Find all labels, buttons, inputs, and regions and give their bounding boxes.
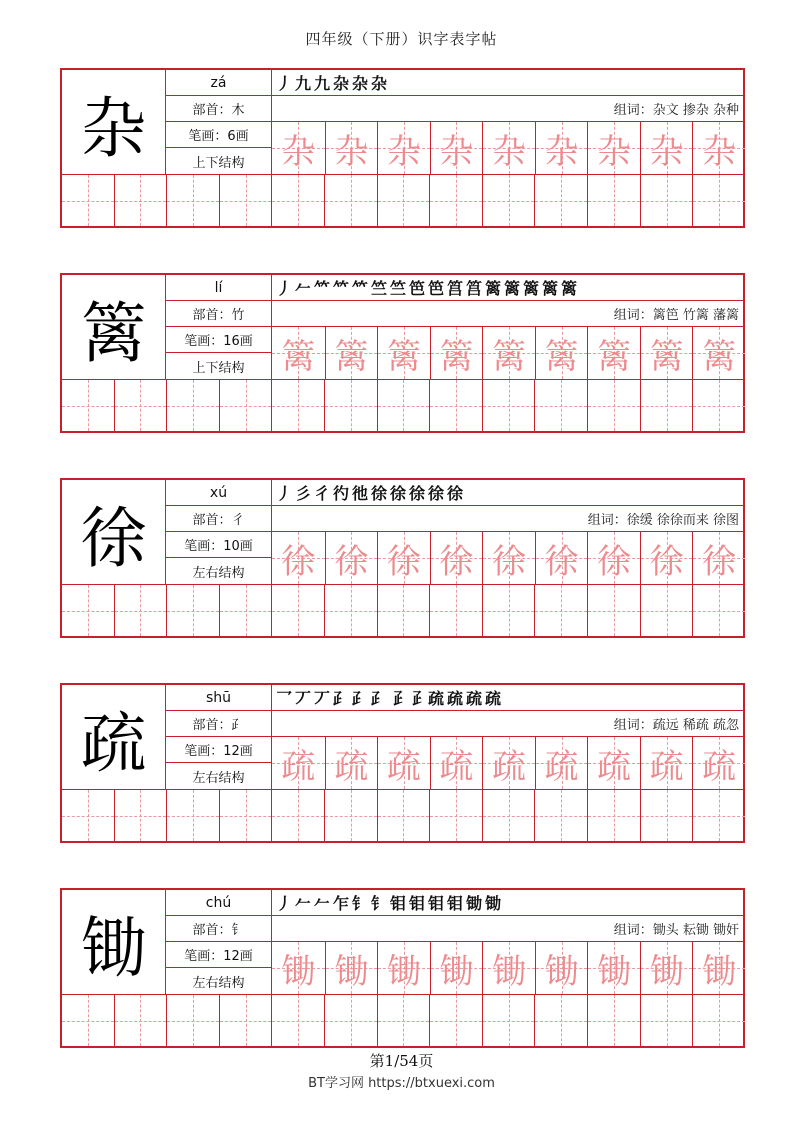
practice-cell[interactable] (62, 585, 114, 636)
trace-row (272, 532, 745, 585)
trace-char: 篱 (597, 336, 632, 377)
practice-cell[interactable] (482, 175, 535, 226)
site-watermark: BT学习网 https://btxuexi.com (308, 1076, 495, 1091)
practice-cell[interactable] (692, 790, 745, 841)
main-character: 篱 (62, 275, 166, 380)
practice-cell[interactable] (219, 585, 272, 636)
practice-cell[interactable] (166, 585, 219, 636)
structure: 左右结构 (166, 968, 272, 995)
trace-char: 锄 (702, 951, 737, 992)
practice-cell[interactable] (219, 175, 272, 226)
stroke-count-cell (166, 122, 272, 148)
trace-cell (640, 327, 693, 379)
radical-cell (166, 301, 272, 327)
words-value: 疏远 稀疏 疏忽 (652, 718, 739, 733)
words-label: 组词： (613, 923, 653, 938)
stroke-order: 丿九九杂杂杂 (272, 70, 745, 96)
trace-cell (325, 532, 378, 584)
practice-cell[interactable] (377, 995, 430, 1046)
radical-cell (166, 711, 272, 737)
stroke-count-value: 16画 (223, 334, 253, 349)
main-character: 疏 (62, 685, 166, 790)
trace-char: 疏 (649, 746, 684, 787)
trace-cell (325, 942, 378, 994)
practice-cell[interactable] (640, 995, 693, 1046)
practice-cell[interactable] (219, 790, 272, 841)
practice-cell[interactable] (534, 790, 587, 841)
structure: 上下结构 (166, 148, 272, 175)
practice-cell[interactable] (429, 585, 482, 636)
radical-value: 竹 (231, 308, 245, 323)
stroke-count-value: 12画 (223, 744, 253, 759)
trace-cell (430, 532, 483, 584)
stroke-count-value: 12画 (223, 949, 253, 964)
practice-cell[interactable] (482, 995, 535, 1046)
trace-char: 徐 (281, 541, 316, 582)
practice-cell[interactable] (587, 175, 640, 226)
page-title: 四年级（下册）识字表字帖 (305, 30, 498, 48)
stroke-count-cell (166, 532, 272, 558)
trace-char: 徐 (439, 541, 474, 582)
radical-label: 部首： (192, 718, 232, 733)
trace-char: 篱 (386, 336, 421, 377)
trace-cell (377, 942, 430, 994)
words-label: 组词： (613, 308, 653, 323)
practice-cell[interactable] (166, 995, 219, 1046)
trace-char: 杂 (281, 131, 316, 172)
practice-cell[interactable] (534, 585, 587, 636)
trace-char: 杂 (439, 131, 474, 172)
stroke-count-label: 笔画： (184, 539, 224, 554)
practice-cell[interactable] (482, 790, 535, 841)
words-label: 组词： (587, 513, 627, 528)
practice-cell[interactable] (587, 380, 640, 431)
trace-char: 篱 (491, 336, 526, 377)
words-label: 组词： (613, 103, 653, 118)
trace-char: 徐 (544, 541, 579, 582)
trace-cell (692, 532, 745, 584)
trace-cell (325, 327, 378, 379)
trace-cell (377, 532, 430, 584)
practice-cell[interactable] (114, 790, 167, 841)
trace-cell (535, 737, 588, 789)
trace-cell (272, 122, 325, 174)
trace-cell (535, 122, 588, 174)
practice-cell[interactable] (377, 790, 430, 841)
radical-value: 彳 (231, 513, 245, 528)
practice-cell[interactable] (62, 790, 114, 841)
practice-cell[interactable] (429, 995, 482, 1046)
practice-cell[interactable] (692, 585, 745, 636)
trace-char: 篱 (649, 336, 684, 377)
trace-char: 杂 (649, 131, 684, 172)
word-examples (272, 916, 745, 942)
radical-cell (166, 506, 272, 532)
practice-cell[interactable] (271, 585, 324, 636)
trace-char: 锄 (649, 951, 684, 992)
practice-cell[interactable] (324, 995, 377, 1046)
trace-char: 锄 (334, 951, 369, 992)
trace-char: 疏 (281, 746, 316, 787)
practice-cell[interactable] (640, 790, 693, 841)
char-info (166, 480, 272, 585)
practice-cell[interactable] (324, 175, 377, 226)
main-character: 锄 (62, 890, 166, 995)
practice-cell[interactable] (62, 380, 114, 431)
trace-char: 杂 (491, 131, 526, 172)
practice-cell[interactable] (62, 175, 114, 226)
trace-cell (482, 122, 535, 174)
practice-cell[interactable] (219, 380, 272, 431)
char-info (166, 70, 272, 175)
trace-cell (640, 737, 693, 789)
trace-cell (377, 737, 430, 789)
trace-cell (535, 327, 588, 379)
practice-cell[interactable] (271, 175, 324, 226)
trace-cell (272, 327, 325, 379)
trace-char: 锄 (597, 951, 632, 992)
practice-cell[interactable] (640, 585, 693, 636)
trace-cell (325, 737, 378, 789)
trace-cell (640, 532, 693, 584)
radical-label: 部首： (192, 308, 232, 323)
trace-char: 篱 (702, 336, 737, 377)
trace-row (272, 942, 745, 995)
trace-cell (587, 327, 640, 379)
pinyin: zá (166, 70, 272, 96)
word-examples (272, 711, 745, 737)
stroke-count-label: 笔画： (188, 129, 228, 144)
trace-char: 疏 (544, 746, 579, 787)
practice-cell[interactable] (640, 380, 693, 431)
radical-cell (166, 916, 272, 942)
practice-cell[interactable] (271, 995, 324, 1046)
practice-row (62, 995, 745, 1046)
radical-value: 钅 (231, 923, 245, 938)
practice-cell[interactable] (377, 380, 430, 431)
practice-cell[interactable] (534, 995, 587, 1046)
trace-char: 徐 (597, 541, 632, 582)
trace-char: 杂 (386, 131, 421, 172)
stroke-count-value: 10画 (223, 539, 253, 554)
trace-char: 锄 (491, 951, 526, 992)
stroke-order: 乛丆丆⺪⺪⺪𤴔𤴔疏疏疏疏 (272, 685, 745, 711)
stroke-count-label: 笔画： (184, 949, 224, 964)
radical-label: 部首： (192, 923, 232, 938)
practice-row (62, 380, 745, 431)
trace-cell (587, 532, 640, 584)
practice-cell[interactable] (324, 585, 377, 636)
page-number: 第1/54页 (369, 1052, 434, 1070)
trace-char: 疏 (597, 746, 632, 787)
trace-cell (430, 737, 483, 789)
practice-cell[interactable] (219, 995, 272, 1046)
stroke-count-cell (166, 737, 272, 763)
words-value: 锄头 耘锄 锄奸 (652, 923, 739, 938)
practice-row (62, 585, 745, 636)
char-card (60, 273, 745, 433)
trace-cell (535, 942, 588, 994)
practice-row (62, 790, 745, 841)
structure: 上下结构 (166, 353, 272, 380)
radical-label: 部首： (192, 103, 232, 118)
practice-cell[interactable] (377, 585, 430, 636)
pinyin: chú (166, 890, 272, 916)
trace-char: 锄 (281, 951, 316, 992)
practice-cell[interactable] (640, 175, 693, 226)
trace-cell (482, 737, 535, 789)
trace-cell (640, 942, 693, 994)
trace-cell (430, 942, 483, 994)
trace-cell (587, 737, 640, 789)
words-value: 杂文 掺杂 杂种 (652, 103, 739, 118)
trace-cell (482, 532, 535, 584)
trace-row (272, 737, 745, 790)
practice-cell[interactable] (114, 175, 167, 226)
practice-cell[interactable] (271, 790, 324, 841)
trace-cell (692, 327, 745, 379)
trace-char: 锄 (386, 951, 421, 992)
main-character: 徐 (62, 480, 166, 585)
practice-cell[interactable] (587, 790, 640, 841)
structure: 左右结构 (166, 558, 272, 585)
practice-cell[interactable] (166, 790, 219, 841)
radical-label: 部首： (192, 513, 232, 528)
stroke-count-value: 6画 (227, 129, 249, 144)
practice-row (62, 175, 745, 226)
radical-value: 木 (231, 103, 245, 118)
trace-row (272, 327, 745, 380)
trace-char: 杂 (544, 131, 579, 172)
trace-char: 徐 (649, 541, 684, 582)
main-character: 杂 (62, 70, 166, 175)
trace-char: 杂 (702, 131, 737, 172)
practice-cell[interactable] (534, 380, 587, 431)
trace-cell (482, 942, 535, 994)
trace-cell (272, 942, 325, 994)
trace-row (272, 122, 745, 175)
practice-cell[interactable] (534, 175, 587, 226)
word-examples (272, 96, 745, 122)
trace-char: 疏 (702, 746, 737, 787)
char-info (166, 275, 272, 380)
words-value: 徐缓 徐徐而来 徐图 (626, 513, 739, 528)
trace-char: 锄 (439, 951, 474, 992)
trace-char: 篱 (281, 336, 316, 377)
words-label: 组词： (613, 718, 653, 733)
trace-cell (272, 737, 325, 789)
pinyin: shū (166, 685, 272, 711)
practice-cell[interactable] (429, 380, 482, 431)
practice-cell[interactable] (166, 175, 219, 226)
trace-cell (640, 122, 693, 174)
practice-cell[interactable] (587, 585, 640, 636)
trace-cell (430, 122, 483, 174)
trace-char: 疏 (386, 746, 421, 787)
practice-cell[interactable] (114, 585, 167, 636)
trace-char: 徐 (334, 541, 369, 582)
practice-cell[interactable] (482, 380, 535, 431)
practice-cell[interactable] (429, 175, 482, 226)
practice-cell[interactable] (377, 175, 430, 226)
trace-cell (377, 122, 430, 174)
trace-char: 篱 (439, 336, 474, 377)
trace-cell (692, 737, 745, 789)
word-examples (272, 506, 745, 532)
trace-char: 疏 (491, 746, 526, 787)
practice-cell[interactable] (692, 380, 745, 431)
trace-cell (377, 327, 430, 379)
trace-cell (587, 942, 640, 994)
trace-char: 徐 (386, 541, 421, 582)
practice-cell[interactable] (62, 995, 114, 1046)
pinyin: xú (166, 480, 272, 506)
trace-char: 徐 (702, 541, 737, 582)
trace-cell (272, 532, 325, 584)
trace-cell (430, 327, 483, 379)
practice-cell[interactable] (587, 995, 640, 1046)
practice-cell[interactable] (324, 380, 377, 431)
trace-char: 徐 (491, 541, 526, 582)
stroke-count-cell (166, 327, 272, 353)
practice-cell[interactable] (324, 790, 377, 841)
word-examples (272, 301, 745, 327)
stroke-count-label: 笔画： (184, 744, 224, 759)
stroke-order: 丿彡彳彴彵徐徐徐徐徐 (272, 480, 745, 506)
radical-value: ⺪ (231, 718, 245, 733)
trace-char: 疏 (439, 746, 474, 787)
char-card (60, 683, 745, 843)
stroke-count-label: 笔画： (184, 334, 224, 349)
trace-cell (587, 122, 640, 174)
practice-cell[interactable] (114, 380, 167, 431)
char-card (60, 68, 745, 228)
trace-cell (482, 327, 535, 379)
pinyin: lí (166, 275, 272, 301)
trace-char: 锄 (544, 951, 579, 992)
practice-cell[interactable] (482, 585, 535, 636)
char-info (166, 890, 272, 995)
practice-cell[interactable] (271, 380, 324, 431)
practice-cell[interactable] (166, 380, 219, 431)
practice-cell[interactable] (114, 995, 167, 1046)
trace-char: 篱 (334, 336, 369, 377)
practice-cell[interactable] (692, 175, 745, 226)
trace-char: 篱 (544, 336, 579, 377)
practice-cell[interactable] (429, 790, 482, 841)
trace-char: 疏 (334, 746, 369, 787)
trace-cell (325, 122, 378, 174)
char-info (166, 685, 272, 790)
char-card (60, 478, 745, 638)
trace-cell (692, 942, 745, 994)
radical-cell (166, 96, 272, 122)
stroke-count-cell (166, 942, 272, 968)
stroke-order: 丿𠂉𥫗𥫗𥫗竺竺笆笆筥筥篱篱篱篱篱 (272, 275, 745, 301)
trace-char: 杂 (334, 131, 369, 172)
trace-char: 杂 (597, 131, 632, 172)
trace-cell (692, 122, 745, 174)
practice-cell[interactable] (692, 995, 745, 1046)
stroke-order: 丿𠂉𠂉乍钅钅钼钼钼钼锄锄 (272, 890, 745, 916)
char-card (60, 888, 745, 1048)
words-value: 篱笆 竹篱 藩篱 (652, 308, 739, 323)
trace-cell (535, 532, 588, 584)
structure: 左右结构 (166, 763, 272, 790)
